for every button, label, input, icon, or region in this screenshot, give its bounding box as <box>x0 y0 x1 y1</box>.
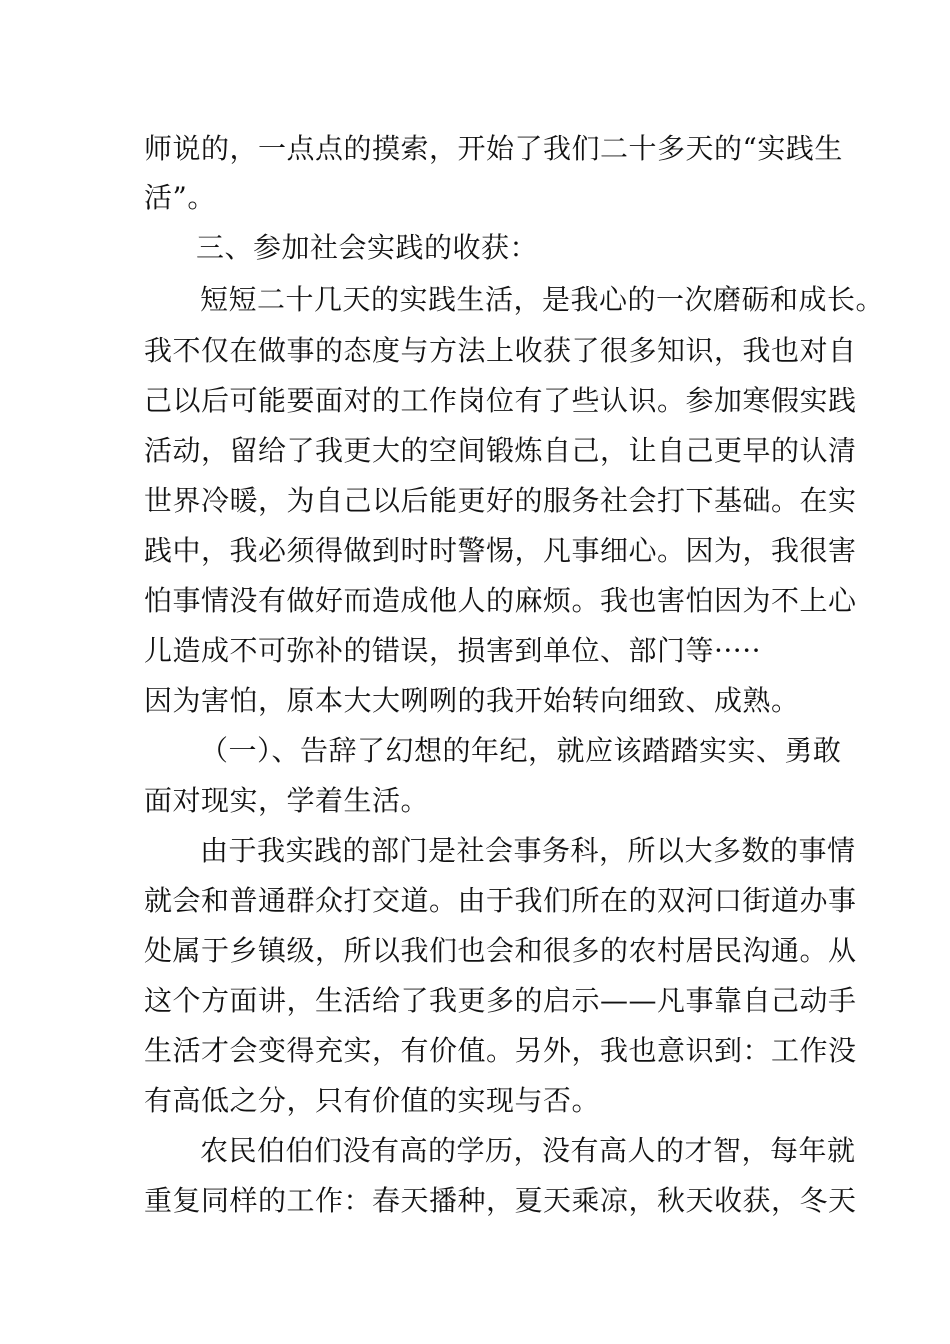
text-line: 儿造成不可弥补的错误，损害到单位、部门等····· <box>144 634 762 667</box>
text-line: 就会和普通群众打交道。由于我们所在的双河口街道办事 <box>144 884 857 917</box>
text-line: 世界冷暖，为自己以后能更好的服务社会打下基础。在实 <box>144 484 857 517</box>
text-line: 师说的，一点点的摸索，开始了我们二十多天的“实践生 <box>144 132 843 165</box>
text-line: 重复同样的工作：春天播种，夏天乘凉，秋天收获，冬天 <box>144 1184 857 1217</box>
text-line: 短短二十几天的实践生活，是我心的一次磨砺和成长。 <box>200 283 885 316</box>
text-line: 由于我实践的部门是社会事务科，所以大多数的事情 <box>200 834 856 867</box>
text-line: 生活才会变得充实，有价值。另外，我也意识到：工作没 <box>144 1034 857 1067</box>
text-line: 面对现实，学着生活。 <box>144 784 430 817</box>
section-heading: 三、参加社会实践的收获： <box>196 231 539 264</box>
text-line: 己以后可能要面对的工作岗位有了些认识。参加寒假实践 <box>144 384 857 417</box>
text-line: 活动，留给了我更大的空间锻炼自己，让自己更早的认清 <box>144 434 857 467</box>
text-line: 践中，我必须得做到时时警惕，凡事细心。因为，我很害 <box>144 534 857 567</box>
text-line: 怕事情没有做好而造成他人的麻烦。我也害怕因为不上心 <box>144 584 857 617</box>
subsection-heading: （一）、告辞了幻想的年纪，就应该踏踏实实、勇敢 <box>200 734 842 767</box>
text-line: 这个方面讲，生活给了我更多的启示——凡事靠自己动手 <box>144 984 857 1017</box>
text-line: 有高低之分，只有价值的实现与否。 <box>144 1084 601 1117</box>
text-line: 农民伯伯们没有高的学历，没有高人的才智，每年就 <box>200 1134 856 1167</box>
text-line: 因为害怕，原本大大咧咧的我开始转向细致、成熟。 <box>144 684 800 717</box>
text-line: 处属于乡镇级，所以我们也会和很多的农村居民沟通。从 <box>144 934 857 967</box>
text-line: 我不仅在做事的态度与方法上收获了很多知识，我也对自 <box>144 334 857 367</box>
text-line: 活”。 <box>144 181 216 214</box>
